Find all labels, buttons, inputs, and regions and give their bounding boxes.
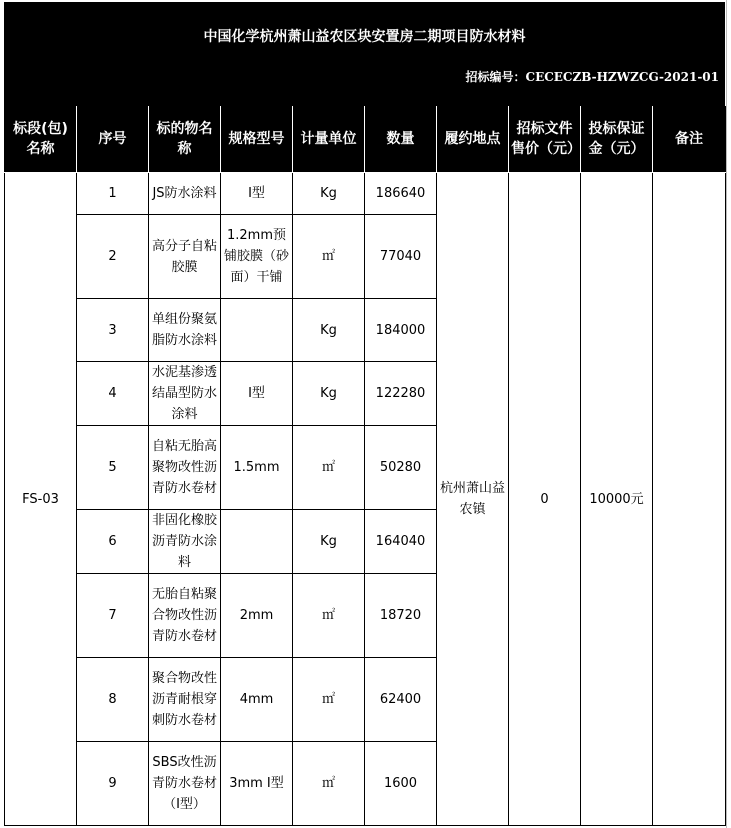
qty-cell: 122280 [365,362,437,426]
seq-cell: 1 [77,173,149,215]
spec-cell: I型 [221,362,293,426]
item-name-cell: SBS改性沥青防水卷材（I型） [149,742,221,826]
qty-cell: 77040 [365,215,437,299]
page-edge-divider [726,0,731,828]
qty-cell: 62400 [365,658,437,742]
seq-cell: 3 [77,299,149,362]
spec-cell: 1.2mm预铺胶膜（砂面）干铺 [221,215,293,299]
item-name-cell: JS防水涂料 [149,173,221,215]
item-name-cell: 无胎自粘聚合物改性沥青防水卷材 [149,574,221,658]
spec-cell: I型 [221,173,293,215]
col-unit: 计量单位 [293,106,365,173]
seq-cell: 7 [77,574,149,658]
document-title: 中国化学杭州萧山益农区块安置房二期项目防水材料 [203,29,526,45]
unit-cell: ㎡ [293,215,365,299]
col-qty: 数量 [365,106,437,173]
col-item-name: 标的物名称 [149,106,221,173]
seq-cell: 6 [77,510,149,574]
qty-cell: 186640 [365,173,437,215]
seq-cell: 8 [77,658,149,742]
col-doc-price: 招标文件售价（元） [509,106,581,173]
remark-cell [653,173,726,826]
item-name-cell: 自粘无胎高聚物改性沥青防水卷材 [149,426,221,510]
qty-cell: 164040 [365,510,437,574]
materials-table [4,106,726,826]
deposit-cell: 10000元 [581,173,653,826]
unit-cell: Kg [293,299,365,362]
col-spec: 规格型号 [221,106,293,173]
qty-cell: 50280 [365,426,437,510]
unit-cell: Kg [293,510,365,574]
spec-cell: 4mm [221,658,293,742]
unit-cell: Kg [293,362,365,426]
spec-cell: 1.5mm [221,426,293,510]
item-name-cell: 高分子自粘胶膜 [149,215,221,299]
qty-cell: 18720 [365,574,437,658]
seq-cell: 5 [77,426,149,510]
seq-cell: 2 [77,215,149,299]
item-name-cell: 非固化橡胶沥青防水涂料 [149,510,221,574]
item-name-cell: 单组份聚氨脂防水涂料 [149,299,221,362]
unit-cell: ㎡ [293,742,365,826]
tender-code: 招标编号：CECECZB-HZWZCG-2021-01 [465,70,719,84]
spec-cell: 3mm I型 [221,742,293,826]
unit-cell: Kg [293,173,365,215]
title-banner [4,2,725,106]
col-deposit: 投标保证金（元） [581,106,653,173]
spec-cell [221,510,293,574]
spec-cell [221,299,293,362]
place-cell: 杭州萧山益农镇 [437,173,509,826]
qty-cell: 184000 [365,299,437,362]
seq-cell: 4 [77,362,149,426]
unit-cell: ㎡ [293,658,365,742]
tender-sheet [4,2,725,826]
unit-cell: ㎡ [293,574,365,658]
item-name-cell: 水泥基渗透结晶型防水涂料 [149,362,221,426]
spec-cell: 2mm [221,574,293,658]
doc-price-cell: 0 [509,173,581,826]
seq-cell: 9 [77,742,149,826]
unit-cell: ㎡ [293,426,365,510]
col-remark: 备注 [653,106,726,173]
col-place: 履约地点 [437,106,509,173]
header-row [5,106,726,173]
lot-name-cell: FS-03 [5,173,77,826]
table-row [5,173,726,215]
qty-cell: 1600 [365,742,437,826]
item-name-cell: 聚合物改性沥青耐根穿刺防水卷材 [149,658,221,742]
col-lot-name: 标段(包)名称 [5,106,77,173]
col-seq: 序号 [77,106,149,173]
